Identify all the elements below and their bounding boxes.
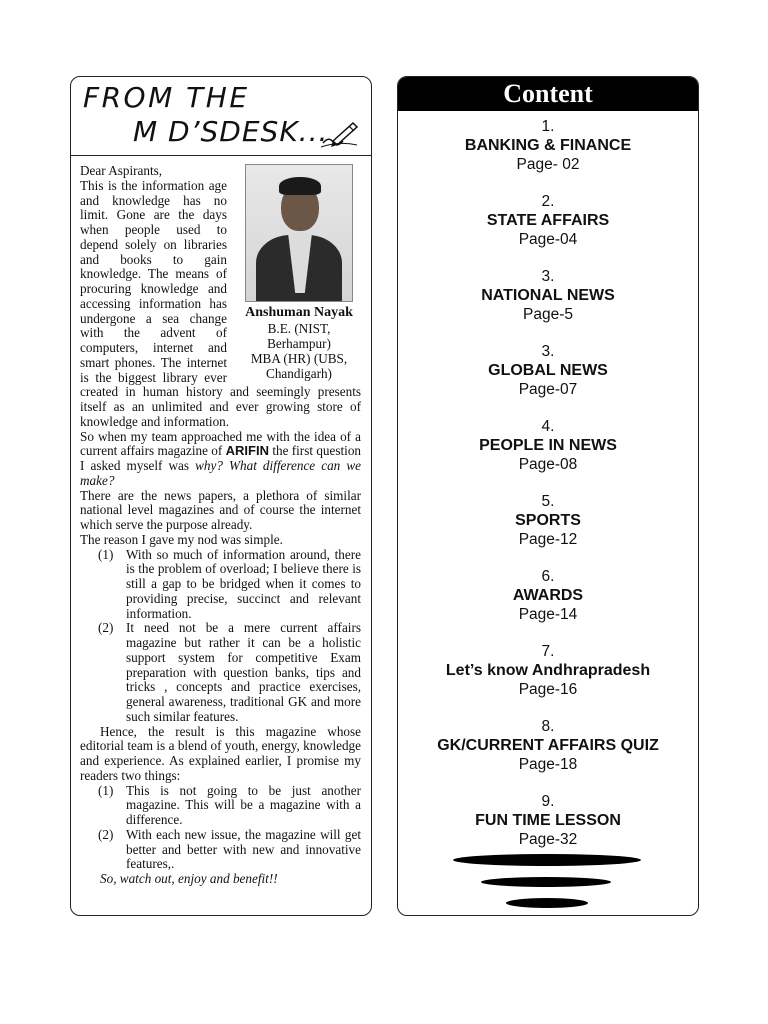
paragraph-result: Hence, the result is this magazine whose editorial team is a blend of youth, energy, knowledge and experience. As explained earlier, I promise my readers two things: [80,723,361,783]
toc-item-gk-quiz[interactable]: 8. GK/CURRENT AFFAIRS QUIZ Page-18 [437,718,659,773]
author-photo [245,164,353,302]
decorative-blob-large [453,854,641,866]
md-desk-letter [71,156,371,887]
pen-writing-icon [319,119,359,149]
md-desk-title-line2: M D’SDESK... [133,115,329,148]
md-desk-panel [70,76,372,916]
paragraph-idea: So when my team approached me with the idea of a current affairs magazine of ARIFIN the first question I asked myself was why? What difference can we make? [80,428,362,488]
closing-line: So, watch out, enjoy and benefit!! [100,871,278,886]
author-name: Anshuman Nayak [245,305,353,320]
author-degree-1: B.E. (NIST, Berhampur) [267,321,331,351]
author-profile [237,164,361,381]
paragraph-reason: The reason I gave my nod was simple. [80,531,283,547]
toc-item-andhrapradesh[interactable]: 7. Let’s know Andhrapradesh Page-16 [445,643,651,698]
brand-name: ARIFIN [225,443,269,459]
salutation: Dear Aspirants, [80,163,163,178]
list-item: (1) With so much of information around, there is the problem of overload; I believe there is still a gap to be bridged when it comes to providing precise, succinct and relevant information. [98,546,361,621]
list-item: (1) This is not going to be just another magazine. This will be a magazine with a difference. [98,782,361,827]
paragraph-intro: This is the information age and knowledge has no limit. Gone are the days when people used to depend solely on libraries and books to gain knowledge. The means of procuring knowledge and accessing information has undergone a sea change with the advent of computers, internet and smart phones. The internet is the biggest library ever created in human history and seemingly presents itself as an unlimited and ever growing store of knowledge and information. [80,177,361,429]
table-of-contents [398,111,698,868]
decorative-blob-small [506,898,588,908]
md-desk-header [71,77,371,156]
key-question: why? What difference can we make? [80,458,361,488]
toc-item-sports[interactable]: 5. SPORTS Page-12 [515,493,581,548]
list-item: (2) It need not be a mere current affairs magazine but rather it can be a holistic support system for competitive Exam preparation with question banks, tips and tricks , concepts and practice exercises, general awareness, traditional GK and more such similar features. [98,620,361,724]
toc-item-state-affairs[interactable]: 2. STATE AFFAIRS Page-04 [486,193,610,248]
toc-item-people-in-news[interactable]: 4. PEOPLE IN NEWS Page-08 [479,418,617,473]
content-panel [397,76,699,916]
decorative-blob-medium [481,877,611,887]
list-item: (2) With each new issue, the magazine will get better and better with new and innovative features,. [98,826,361,872]
author-degree-2: MBA (HR) (UBS, Chandigarh) [250,351,348,381]
toc-item-banking[interactable]: 1. BANKING & FINANCE Page- 02 [464,118,632,173]
md-desk-title-line1: FROM THE [83,81,250,114]
toc-item-national-news[interactable]: 3. NATIONAL NEWS Page-5 [481,268,615,323]
reasons-list [80,548,361,725]
promises-list [80,784,361,873]
toc-item-awards[interactable]: 6. AWARDS Page-14 [512,568,584,623]
content-heading: Content [398,77,698,111]
paragraph-magazines: There are the news papers, a plethora of similar national level magazines and of course the internet which serve the purpose already. [80,487,361,532]
toc-item-global-news[interactable]: 3. GLOBAL NEWS Page-07 [488,343,608,398]
toc-item-fun-time[interactable]: 9. FUN TIME LESSON Page-32 [475,793,621,848]
